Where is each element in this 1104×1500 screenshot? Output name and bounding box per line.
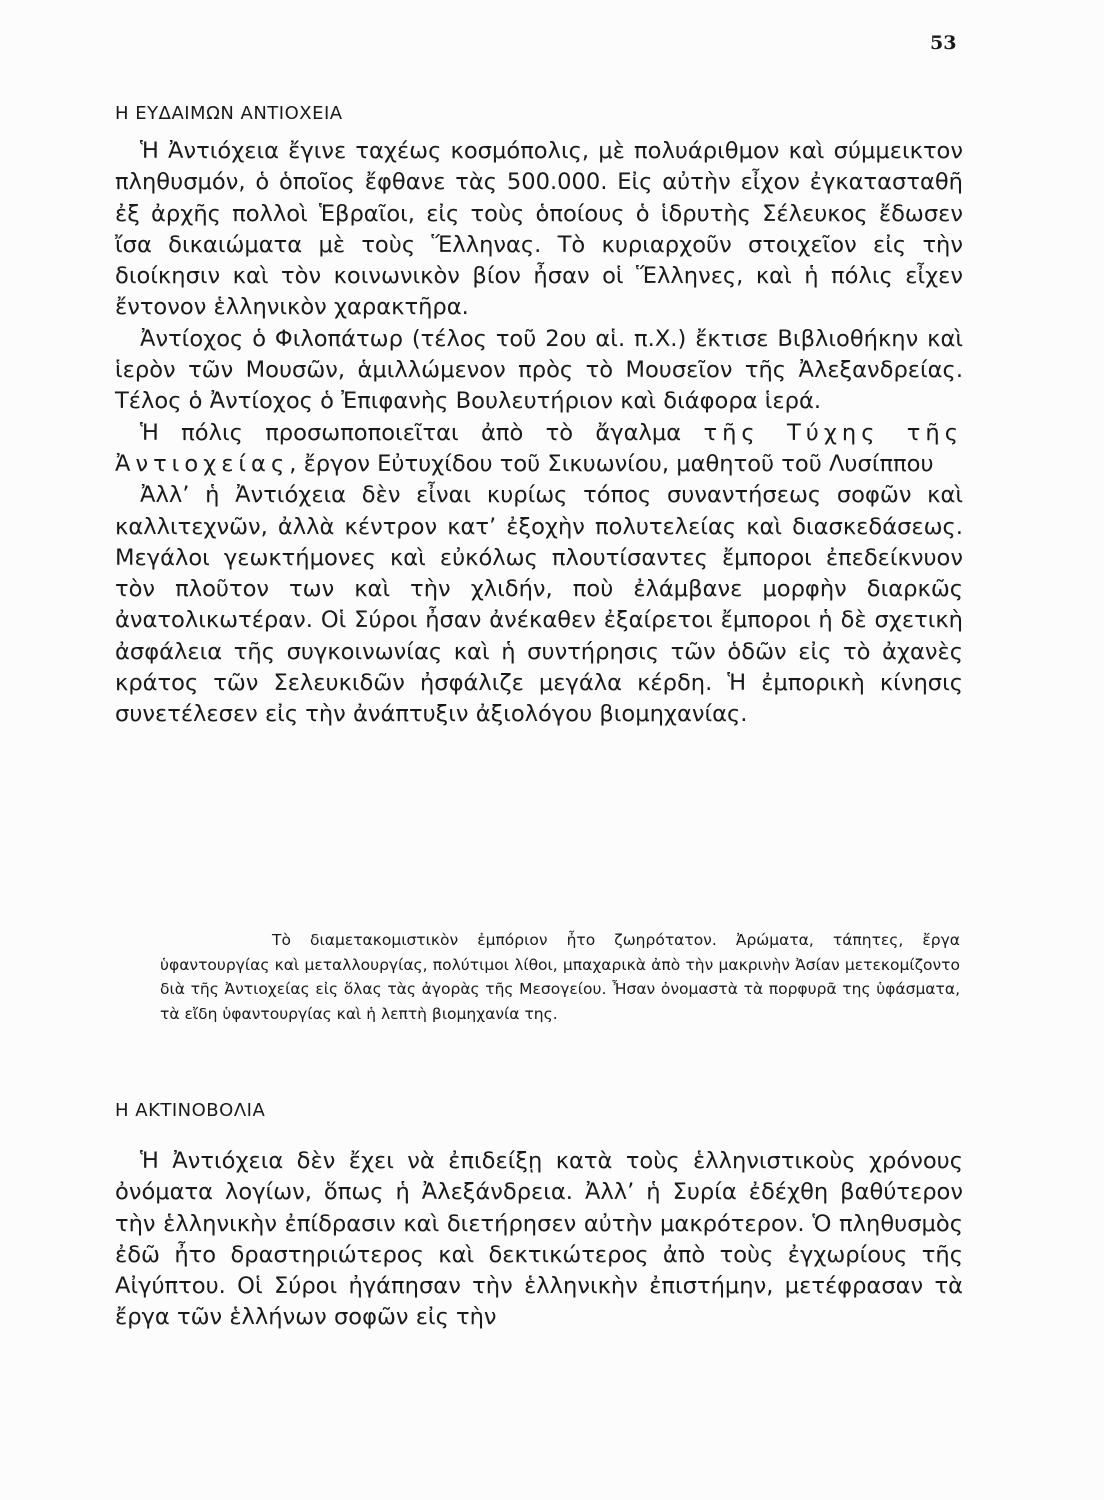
paragraph-tyche-spaced-title: τῆς Τύχης τῆς Ἀντιοχείας bbox=[115, 419, 963, 477]
paragraph-luxury-trade: Ἀλλ’ ἡ Ἀντιόχεια δὲν εἶναι κυρίως τόπος συναντήσεως σοφῶν καὶ καλλιτεχνῶν, ἀλλὰ κέντρον κατ’ ἐξοχὴν πολυτελείας καὶ διασκεδάσεως. Μεγάλοι γεωκτήμονες καὶ εὐκόλως πλουτίσαντες ἔμποροι ἐπεδείκνυον τὸν πλοῦτον των καὶ τὴν χλιδήν, ποὺ ἐλάμβανε μορφὴν διαρκῶς ἀνατολικωτέραν. Οἱ Σύροι ἦσαν ἀνέκαθεν ἐξαίρετοι ἔμποροι ἡ δὲ σχετικὴ ἀσφάλεια τῆς συγκοινωνίας καὶ ἡ συντήρησις τῶν ὁδῶν εἰς τὸ ἀχανὲς κράτος τῶν Σελευκιδῶν ἠσφάλιζε μεγάλα κέρδη. Ἡ ἐμπορικὴ κίνησις συνετέλεσεν εἰς τὴν ἀνάπτυξιν ἀξιολόγου βιομηχανίας. bbox=[115, 482, 963, 728]
paragraph-tyche-statue bbox=[115, 418, 963, 481]
paragraph-tyche-end: , ἔργον Εὐτυχίδου τοῦ Σικυωνίου, μαθητοῦ τοῦ Λυσίππου bbox=[289, 450, 934, 477]
paragraph-library: Ἀντίοχος ὁ Φιλοπάτωρ (τέλος τοῦ 2ου αἱ. π.Χ.) ἔκτισε Βιβλιοθήκην καὶ ἱερὸν τῶν Μουσῶν, ἁμιλλώμενον πρὸς τὸ Μουσεῖον τῆς Ἀλεξανδρείας. Τέλος ὁ Ἀντίοχος ὁ Ἐπιφανὴς Βουλευτήριον καὶ διάφορα ἱερά. bbox=[115, 325, 963, 415]
paragraph-tyche-start: Ἡ πόλις προσωποποιεῖται ἀπὸ τὸ ἄγαλμα bbox=[140, 419, 704, 446]
note-transit-trade: Τὸ διαμετακομιστικὸν ἐμπόριον ἦτο ζωηρότατον. Ἀρώματα, τάπητες, ἔργα ὑφαντουργίας καὶ μεταλλουργίας, πολύτιμοι λίθοι, μπαχαρικὰ ἀπὸ τὴν μακρινὴν Ἀσίαν μετεκομίζοντο διὰ τῆς Ἀντιοχείας εἰς ὅλας τὰς ἀγορὰς τῆς Μεσογείου. Ἦσαν ὀνομαστὰ τὰ πορφυρᾶ της ὑφάσματα, τὰ εἴδη ὑφαντουργίας καὶ ἡ λεπτὴ βιομηχανία της. bbox=[160, 931, 960, 1023]
page-number: 53 bbox=[930, 32, 957, 54]
paragraph-cosmopolis: Ἡ Ἀντιόχεια ἔγινε ταχέως κοσμόπολις, μὲ πολυάριθμον καὶ σύμμεικτον πληθυσμόν, ὁ ὁποῖος ἔφθανε τὰς 500.000. Εἰς αὐτὴν εἶχον ἐγκατασταθῆ ἐξ ἀρχῆς πολλοὶ Ἑβραῖοι, εἰς τοὺς ὁποίους ὁ ἱδρυτὴς Σέλευκος ἔδωσεν ἴσα δικαιώματα μὲ τοὺς Ἕλληνας. Τὸ κυριαρχοῦν στοιχεῖον εἰς τὴν διοίκησιν καὶ τὸν κοινωνικὸν βίον ἦσαν οἱ Ἕλληνες, καὶ ἡ πόλις εἶχεν ἔντονον ἑλληνικὸν χαρακτῆρα. bbox=[115, 138, 963, 321]
section-body-antiocheia bbox=[115, 136, 963, 731]
section-heading-eudaimon-antiocheia: Η ΕΥΔΑΙΜΩΝ ΑΝΤΙΟΧΕΙΑ bbox=[115, 103, 343, 124]
paragraph-hellenic-influence: Ἡ Ἀντιόχεια δὲν ἔχει νὰ ἐπιδείξῃ κατὰ τοὺς ἑλληνιστικοὺς χρόνους ὀνόματα λογίων, ὅπως ἡ Ἀλεξάνδρεια. Ἀλλ’ ἡ Συρία ἐδέχθη βαθύτερον τὴν ἑλληνικὴν ἐπίδρασιν καὶ διετήρησεν αὐτὴν μακρότερον. Ὁ πληθυσμὸς ἐδῶ ἦτο δραστηριώτερος καὶ δεκτικώτερος ἀπὸ τοὺς ἐγχωρίους τῆς Αἰγύπτου. Οἱ Σύροι ἠγάπησαν τὴν ἑλληνικὴν ἐπιστήμην, μετέφρασαν τὰ ἔργα τῶν ἑλλήνων σοφῶν εἰς τὴν bbox=[115, 1148, 963, 1331]
section-body-aktinovolia bbox=[115, 1146, 963, 1334]
small-print-note bbox=[160, 928, 960, 1026]
section-heading-aktinovolia: Η ΑΚΤΙΝΟΒΟΛΙΑ bbox=[115, 1100, 266, 1121]
